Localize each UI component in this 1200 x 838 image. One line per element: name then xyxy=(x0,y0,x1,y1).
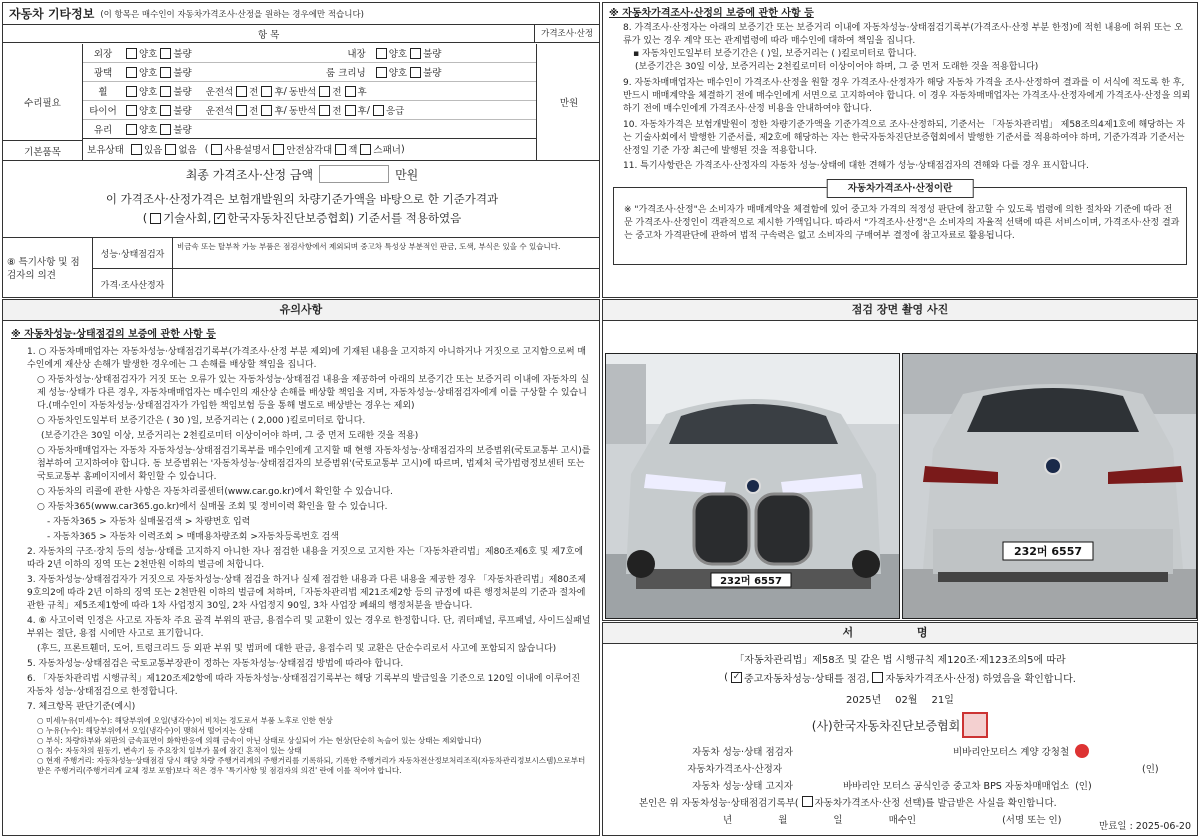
front-car-photo xyxy=(605,353,900,619)
glass-good-checkbox[interactable] xyxy=(126,124,137,135)
rear-label: 후 xyxy=(274,87,284,98)
room-bad-checkbox[interactable] xyxy=(410,67,421,78)
label-tire: 타이어 xyxy=(89,106,117,117)
price-check-checkbox[interactable] xyxy=(872,672,883,683)
jack-label: 잭 xyxy=(348,145,358,156)
gloss-good-checkbox[interactable] xyxy=(126,67,137,78)
criteria-c: ○ 부식: 차량하부와 외판의 금속표면이 화학반응에 의해 금속이 아닌 상태로 상실되어 가는 현상(단순히 녹슬어 있는 상태는 제외합니다) xyxy=(37,736,482,745)
sign-r5e: (서명 또는 인) xyxy=(1002,814,1062,826)
room-good-checkbox[interactable] xyxy=(376,67,387,78)
none-checkbox[interactable] xyxy=(165,144,176,155)
sign-r3l: 자동차 성능·상태 고지자 xyxy=(692,780,793,792)
price-warranty-panel xyxy=(602,2,1198,298)
sign-r5b: 월 xyxy=(778,814,788,826)
item-11: 11. 특기사항란은 가격조사·산정자의 자동차 성능·상태에 대한 견해가 성능·상태점검자의 견해와 다를 경우 표시합니다. xyxy=(623,161,1089,171)
interior-good-checkbox[interactable] xyxy=(376,48,387,59)
front-label: 전 xyxy=(249,87,259,98)
good-label: 양호 xyxy=(139,125,158,136)
wheel-driver-front-checkbox[interactable] xyxy=(236,86,247,97)
item-8: 8. 가격조사·산정자는 아래의 보증기간 또는 보증거리 이내에 자동차성능·상태점검기록부(가격조사·산정 부분 한정)에 적힌 내용에 허위 또는 오류가 있는 경우 계약 또는 관계법령에 따라 매수인에 대하여 책임을 집니다. xyxy=(623,23,1183,46)
notice-5: 5. 자동차성능·상태점검은 국토교통부장관이 정하는 자동차성능·상태점검 방법에 따라야 합니다. xyxy=(27,659,404,669)
notice-1d: (보증기간은 30일 이상, 보증거리는 2천킬로미터 이상이어야 하며, 그 중 먼저 도래한 것을 적용) xyxy=(41,431,419,441)
good-label: 양호 xyxy=(388,49,408,60)
notice-1b: ○ 자동차성능·상태점검자가 거짓 또는 오류가 있는 자동차성능·상태점검 내용을 제공하여 아래의 보증기간 또는 보증거리 이내에 자동차의 실제 성능·상태가 다른 경우, 자동차매매업자는 매수인의 재산상 손해를 배상할 책임을 지며, 자동차성능·상태점검자에게 이를 구상할 수 있습니다.(매수인이 자동차성능·상태점검자가 가입한 책임보험 등을 통해 별도로 배상받는 경우는 제외) xyxy=(37,375,590,411)
sign-law: 「자동차관리법」제58조 및 같은 법 시행규칙 제120조·제123조의5에 따라 xyxy=(734,655,1066,666)
sign-r4b: 자동차가격조사·산정 선택)를 발급받은 사실을 확인합니다. xyxy=(814,797,1057,809)
none-label: 없음 xyxy=(178,145,197,156)
tech-society-label: 기술사회, xyxy=(163,211,212,225)
criteria-a: ○ 미세누유(미세누수): 해당부위에 오일(냉각수)이 비치는 정도로서 부품 노후로 인한 현상 xyxy=(37,716,333,725)
glass-bad-checkbox[interactable] xyxy=(160,124,171,135)
inspector-seal-icon xyxy=(1075,744,1089,758)
triangle-checkbox[interactable] xyxy=(273,144,284,155)
tire-passenger-rear-checkbox[interactable] xyxy=(345,105,356,116)
front-plate: 232머 6557 xyxy=(720,576,782,587)
spanner-label: 스패너 xyxy=(373,145,401,156)
criteria-d: ○ 침수: 자동차의 원동기, 변속기 등 주요장치 일부가 물에 잠긴 흔적이 있는 상태 xyxy=(37,746,302,755)
good-label: 양호 xyxy=(139,106,158,117)
driver-seat-label: 운전석 xyxy=(205,106,234,117)
bad-label: 불량 xyxy=(173,125,192,136)
sign-l2b: 자동차가격조사·산정) 하였음을 확인합니다. xyxy=(885,674,1076,685)
notice-3: 3. 자동차성능·상태점검자가 거짓으로 자동차성능·상태 점검을 하거나 실제 점검한 내용과 다른 내용을 제공한 경우 「자동차관리법」제80조제9호의2에 따라 2년 이하의 징역 또는 2천만원 이하의 벌금에 처하며,「자동차관리법 제21조제2항 등의 규정에 따른 행정처분의 기준과 절차에 관한 규칙」제5조제1항에 따라 1차 사업정지 30일, 2차 사업정지 90일, 3차 사업장 폐쇄의 행정처분을 받습니다. xyxy=(27,575,587,611)
col-item: 항 목 xyxy=(257,29,280,41)
label-holding: 보유상태 xyxy=(87,145,124,156)
tire-good-checkbox[interactable] xyxy=(126,105,137,116)
wheel-bad-checkbox[interactable] xyxy=(160,86,171,97)
price-note-1: 이 가격조사·산정가격은 보험개발원의 차량기준가액을 바탕으로 한 기준가격과 xyxy=(105,192,499,206)
section-subtitle: (이 항목은 매수인이 자동차가격조사·산정을 원하는 경우에만 적습니다) xyxy=(100,9,364,20)
vehicle-other-info-panel: 자동차 기타정보 (이 항목은 매수인이 자동차가격조사·산정을 원하는 경우에만 적습니다) 항 목 가격조사·산정 수리필요 외장 양호 불량 내장 양호 불량 광택 양호 불량 룸 크리닝 양호 불량 휠 양호 불량 운전석 전 후 / 동반석 전 후 타이어 양호 불량 운전석 전 후 / 동반석 전 후 / 응급 유리 양호 불량 보유상태 있음 없음 ( 사용설명서 안전삼각대 잭 스패너 ) 기본품목 만원 최종 가격조사·산정 금액 만원 이 가격조사·산정가격은 보험개발원의 차량기준가액을 바탕으로 한 기준가격과 ( 기술사회, ✓ 한국자동차진단보증협회) 기준서를 적용하였음 ⑧ 특기사항 및 점검자의 의견 성능·상태점검자 비금속 또는 탈부착 가능 부품은 점검사항에서 제외되며 중고차 특성상 부분적인 판금, 도색, 부식은 있을 수 있습니다. 가격·조사산정자 xyxy=(2,2,600,298)
signature-panel: 서 명 「자동차관리법」제58조 및 같은 법 시행규칙 제120조·제123조의5에 따라 ( ✓ 중고자동차성능·상태를 점검, 자동차가격조사·산정) 하였음을 확인합니다. 2025년 02월 21일 (사)한국자동차진단보증협회 자동차 성능·상태 점검자 비바리안모터스 계양 강청철 자동차가격조사·산정자 (인) 자동차 성능·상태 고지자 바바리안 모터스 공식인증 중고차 BPS 자동차매매업소 (인) 본인은 위 자동차성능·상태점검기록부( 자동차가격조사·산정 선택)를 발급받은 사실을 확인합니다. 년 월 일 매수인 (서명 또는 인) 만료일 : 2025-06-20 xyxy=(602,622,1198,836)
label-wheel: 휠 xyxy=(98,87,108,98)
final-price-label: 최종 가격조사·산정 금액 xyxy=(185,167,314,182)
tire-driver-rear-checkbox[interactable] xyxy=(261,105,272,116)
item-8b: (보증기간은 30일 이상, 보증거리는 2천킬로미터 이상이어야 하며, 그 중 먼저 도래한 것을 적용합니다) xyxy=(635,62,1039,72)
notice-1g: ○ 자동차365(www.car365.go.kr)에서 실매물 조회 및 정비이력 확인을 할 수 있습니다. xyxy=(37,502,388,512)
sign-r4a: 본인은 위 자동차성능·상태점검기록부( xyxy=(639,797,799,809)
criteria-e: ○ 현재 주행거리: 자동차성능·상태점검 당시 해당 차량 주행거리계의 주행거리를 기록하되, 기록한 주행거리가 자동차전산정보처리조직(자동차관리정보시스템)으로부터 받은 주행거리(주행거리계 교체 정보 포함)보다 적은 경우 '특기사항 및 점검자의 의견' 란에 이를 적어야 합니다. xyxy=(37,756,586,775)
front-label: 전 xyxy=(332,87,342,98)
notice-2: 2. 자동차의 구조·장치 등의 성능·상태를 고지하지 아니한 자나 점검한 내용을 거짓으로 고지한 자는「자동차관리법」제80조제6호 및 제7호에 따라 2년 이하의 징역 또는 2천만원 이하의 벌금에 처합니다. xyxy=(27,547,584,570)
signature-title: 서 명 xyxy=(603,623,1197,644)
notice-6: 6. 「자동차관리법 시행규칙」제120조제2항에 따라 자동차성능·상태점검기록부는 해당 기록부의 발급일을 기준으로 120일 이내에 이루어진 자동차 성능·상태점검으로 한정합니다. xyxy=(27,674,581,697)
notice-1i: - 자동차365 > 자동차 이력조회 > 매매용차량조회 >자동차등록번호 검색 xyxy=(47,532,339,542)
sign-r2r: (인) xyxy=(1142,763,1159,775)
notice-1e: ○ 자동차매매업자는 자동차 자동차성능·상태점검기록부를 매수인에게 고지할 때 현행 자동차성능·상태점검자의 보증범위(국토교통부 고시)를 첨부하여 고지하여야 합니다. 동 보증범위는 '자동차성능·상태점검자의 보증범위'(국토교통부 고시)에 따르며, 법제처 국가법령정보센터 또는 국토교통부 홈페이지에서 확인할 수 있습니다. xyxy=(37,446,591,482)
exterior-bad-checkbox[interactable] xyxy=(160,48,171,59)
rear-label: 후 xyxy=(357,87,367,98)
tire-emergency-checkbox[interactable] xyxy=(373,105,384,116)
bad-label: 불량 xyxy=(173,106,192,117)
item-8a: ▪ 자동차인도일부터 보증기간은 ( )일, 보증거리는 ( )킬로미터로 합니다. xyxy=(633,49,917,59)
gloss-bad-checkbox[interactable] xyxy=(160,67,171,78)
wheel-driver-rear-checkbox[interactable] xyxy=(261,86,272,97)
perf-check-checkbox[interactable]: ✓ xyxy=(732,672,741,682)
label-interior: 내장 xyxy=(347,49,366,60)
perf-inspector-opinion: 비금속 또는 탈부착 가능 부품은 점검사항에서 제외되며 중고차 특성상 부분적인 판금, 도색, 부식은 있을 수 있습니다. xyxy=(173,238,600,269)
rear-label: 후 xyxy=(274,106,284,117)
section-title: 자동차 기타정보 xyxy=(9,7,95,21)
photo-panel xyxy=(602,299,1198,621)
group-basic: 기본품목 xyxy=(3,140,83,160)
sign-r2l: 자동차가격조사·산정자 xyxy=(687,763,782,775)
tire-driver-front-checkbox[interactable] xyxy=(236,105,247,116)
price-inspector-label: 가격·조사산정자 xyxy=(93,269,173,298)
label-exterior: 외장 xyxy=(93,49,113,60)
item-9: 9. 자동차매매업자는 매수인이 가격조사·산정을 원할 경우 가격조사·산정자가 해당 자동차 가격을 조사·산정하여 결과를 이 서식에 적도록 한 후, 반드시 매매계약을 체결하기 전에 매수인에게 서면으로 고지하여야 합니다. 이 경우 자동차매매업자는 가격조사·산정자에게 가격조사·산정을 의뢰하기 전에 매수인에게 가격조사·산정 비용을 안내하여야 합니다. xyxy=(623,78,1191,114)
label-room-clean: 룸 크리닝 xyxy=(325,68,366,79)
bad-label: 불량 xyxy=(173,49,192,60)
wheel-passenger-rear-checkbox[interactable] xyxy=(345,86,356,97)
group-repair: 수리필요 xyxy=(3,44,83,159)
kadd-label: 한국자동차진단보증협회) 기준서를 적용하였음 xyxy=(227,211,462,225)
sign-r5d: 매수인 xyxy=(888,814,917,826)
passenger-seat-label: 동반석 xyxy=(288,106,317,117)
have-label: 있음 xyxy=(144,145,163,156)
sign-l2a: 중고자동차성능·상태를 점검, xyxy=(743,674,870,685)
criteria-b: ○ 누유(누수): 해당부위에서 오일(냉각수)이 맺혀서 떨어지는 상태 xyxy=(37,726,254,735)
triangle-label: 안전삼각대 xyxy=(286,145,333,156)
manual-checkbox[interactable] xyxy=(211,144,222,155)
rear-plate: 232머 6557 xyxy=(1013,545,1083,558)
bad-label: 불량 xyxy=(173,87,192,98)
emergency-label: 응급 xyxy=(385,106,405,117)
front-label: 전 xyxy=(249,106,259,117)
notice-panel xyxy=(2,299,600,836)
notice-title: 유의사항 xyxy=(3,300,599,321)
final-price-unit: 만원 xyxy=(395,167,419,182)
manual-label: 사용설명서 xyxy=(224,145,271,156)
sign-r5a: 년 xyxy=(723,814,733,826)
sign-r5c: 일 xyxy=(833,814,843,826)
special-remarks-label: ⑧ 특기사항 및 점검자의 의견 xyxy=(3,238,93,298)
sign-r1l: 자동차 성능·상태 점검자 xyxy=(692,746,793,758)
wheel-passenger-front-checkbox[interactable] xyxy=(319,86,330,97)
sign-year: 2025년 xyxy=(846,695,882,706)
bad-label: 불량 xyxy=(173,68,192,79)
notice-subtitle: ※ 자동차성능·상태점검의 보증에 관한 사항 등 xyxy=(11,329,216,340)
col-price: 가격조사·산정 xyxy=(534,25,599,43)
spanner-checkbox[interactable] xyxy=(360,144,371,155)
label-gloss: 광택 xyxy=(93,68,113,79)
rear-car-photo xyxy=(902,353,1197,619)
good-label: 양호 xyxy=(139,68,158,79)
price-warranty-title: ※ 자동차가격조사·산정의 보증에 관한 사항 등 xyxy=(609,8,814,19)
interior-bad-checkbox[interactable] xyxy=(410,48,421,59)
good-label: 양호 xyxy=(139,87,158,98)
sign-day: 21일 xyxy=(931,695,954,706)
driver-seat-label: 운전석 xyxy=(205,87,234,98)
sign-r3r: 바바리안 모터스 공식인증 중고차 BPS 자동차매매업소 xyxy=(843,780,1070,792)
bad-label: 불량 xyxy=(423,68,442,79)
kadd-checkbox[interactable]: ✓ xyxy=(216,212,224,223)
have-checkbox[interactable] xyxy=(131,144,142,155)
notice-1: 1. ○ 자동차매매업자는 자동차성능·상태점검기록부(가격조사·산정 부분 제외)에 기재된 내용을 고지하지 아니하거나 거짓으로 고지함으로써 매수인에게 재산상 손해가 발생한 경우에는 그 손해를 배상할 책임을 집니다. xyxy=(27,347,587,370)
notice-1c: ○ 자동차인도일부터 보증기간은 ( 30 )일, 보증거리는 ( 2,000 )킬로미터로 합니다. xyxy=(37,416,366,426)
box-text: ※ "가격조사·산정"은 소비자가 매매계약을 체결함에 있어 중고차 가격의 적정성 판단에 참고할 수 있도록 법령에 의한 절차와 기준에 따라 전문 가격조사·산정인이 객관적으로 제시한 가액입니다. 따라서 "가격조사·산정"은 소비자의 자율적 선택에 따른 서비스이며, 가격조사·산정 결과는 중고차 가격판단에 관하여 법적 구속력은 없고 소비자의 구매여부 결정에 참고자료로 활용됩니다. xyxy=(624,205,1180,241)
front-label: 전 xyxy=(332,106,342,117)
jack-checkbox[interactable] xyxy=(335,144,346,155)
price-unit: 만원 xyxy=(536,44,600,160)
tire-passenger-front-checkbox[interactable] xyxy=(319,105,330,116)
good-label: 양호 xyxy=(388,68,408,79)
good-label: 양호 xyxy=(139,49,158,60)
tire-bad-checkbox[interactable] xyxy=(160,105,171,116)
sign-r1r: 비바리안모터스 계양 강청철 xyxy=(953,746,1070,758)
rear-label: 후 xyxy=(357,106,367,117)
buyer-price-checkbox[interactable] xyxy=(802,796,813,807)
notice-7: 7. 체크항목 판단기준(예시) xyxy=(27,702,136,712)
passenger-seat-label: 동반석 xyxy=(288,87,317,98)
org-seal-icon xyxy=(962,712,988,738)
box-title: 자동차가격조사·산정이란 xyxy=(827,179,974,198)
bad-label: 불량 xyxy=(423,49,442,60)
item-10: 10. 자동차가격은 보험개발원이 정한 차량기준가액을 기준가격으로 조사·산정하되, 기준서는 「자동차관리법」 제58조의4제1호에 해당하는 자는 기술사회에서 발행한 기준서를, 제2호에 해당하는 자는 한국자동차진단보증협회에서 발행한 기준서를 적용하여야 하며, 기준가격과 기준서는 산정일 기준 가장 최근에 발행된 것을 적용합니다. xyxy=(623,120,1185,156)
notice-4: 4. ⑥ 사고이력 인정은 사고로 자동차 주요 골격 부위의 판금, 용접수리 및 교환이 있는 경우로 한정합니다. 단, 쿼터패널, 루프패널, 사이드실패널 부위는 절단, 용접 시에만 사고로 표기합니다. xyxy=(27,616,591,639)
expiry-date: 만료일 : 2025-06-20 xyxy=(1099,821,1191,832)
notice-4b: (후드, 프론트휀더, 도어, 트렁크리드 등 외판 부위 및 범퍼에 대한 판금, 용접수리 및 교환은 단순수리로서 사고에 포함되지 않습니다) xyxy=(37,644,557,654)
sign-r3i: (인) xyxy=(1075,780,1092,792)
perf-inspector-label: 성능·상태점검자 xyxy=(93,238,173,269)
label-glass: 유리 xyxy=(93,125,113,136)
notice-1h: - 자동차365 > 자동차 실매물검색 > 차량번호 입력 xyxy=(47,517,251,527)
exterior-good-checkbox[interactable] xyxy=(126,48,137,59)
tech-society-checkbox[interactable] xyxy=(150,213,161,224)
wheel-good-checkbox[interactable] xyxy=(126,86,137,97)
notice-1f: ○ 자동차의 리콜에 관한 사항은 자동차리콜센터(www.car.go.kr)에서 확인할 수 있습니다. xyxy=(37,487,393,497)
photo-title: 점검 장면 촬영 사진 xyxy=(603,300,1197,321)
final-price-input[interactable] xyxy=(319,165,389,183)
sign-org: (사)한국자동차진단보증협회 xyxy=(811,718,961,733)
sign-month: 02월 xyxy=(895,695,918,706)
